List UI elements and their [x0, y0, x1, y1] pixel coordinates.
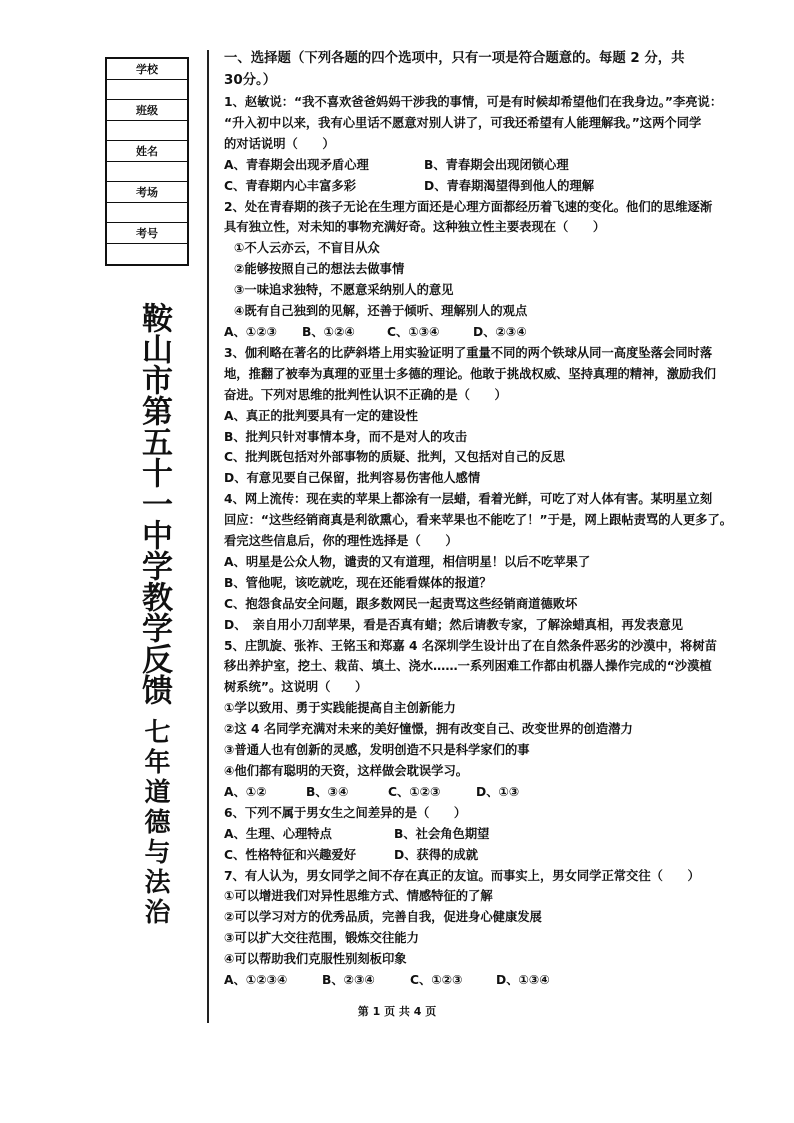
q5-line-2: 移出养护室，挖土、栽苗、填土、浇水……一系列困难工作都由机器人操作完成的“沙漠植	[224, 659, 712, 674]
q7-option-b[interactable]: B、②③④	[322, 973, 375, 988]
class-field[interactable]	[107, 121, 187, 141]
q7-option-a[interactable]: A、①②③④	[224, 973, 288, 988]
q5-statement-2: ②这 4 名同学充满对未来的美好憧憬，拥有改变自己、改变世界的创造潜力	[224, 722, 633, 737]
school-title: 鞍山市第五十一中学教学反馈	[136, 302, 172, 705]
q2-option-b[interactable]: B、①②④	[302, 324, 355, 339]
q5-statement-1: ①学以致用、勇于实践能提高自主创新能力	[224, 701, 456, 716]
exam-number-field[interactable]	[107, 244, 187, 264]
name-field[interactable]	[107, 162, 187, 182]
q6-option-b[interactable]: B、社会角色期望	[394, 826, 490, 841]
q7-statement-3: ③可以扩大交往范围，锻炼交往能力	[224, 931, 419, 946]
q1-option-a[interactable]: A、青春期会出现矛盾心理	[224, 157, 369, 172]
q7-option-c[interactable]: C、①②③	[410, 973, 463, 988]
q3-option-b[interactable]: B、批判只针对事情本身，而不是对人的攻击	[224, 429, 468, 444]
binding-line	[207, 50, 209, 1023]
section-heading-line-1: 一、选择题（下列各题的四个选项中，只有一项是符合题意的。每题 2 分，共	[224, 51, 685, 66]
q3-option-c[interactable]: C、批判既包括对外部事物的质疑、批判，又包括对自己的反思	[224, 450, 566, 465]
q3-option-d[interactable]: D、有意见要自己保留，批判容易伤害他人感情	[224, 471, 481, 486]
q5-line-1: 5、庄凯旋、张祚、王铭玉和郑嘉 4 名深圳学生设计出了在自然条件恶劣的沙漠中，将树苗	[224, 638, 717, 653]
q5-option-d[interactable]: D、①③	[476, 784, 520, 799]
exam-room-label: 考场	[107, 182, 187, 203]
class-label: 班级	[107, 100, 187, 121]
q5-options	[224, 782, 766, 803]
q2-options	[224, 322, 766, 343]
q5-line-3: 树系统”。这说明（ ）	[224, 680, 368, 695]
q1-option-c[interactable]: C、青春期内心丰富多彩	[224, 178, 356, 193]
q6-options-row-2	[224, 845, 766, 866]
q2-option-d[interactable]: D、②③④	[473, 324, 527, 339]
q2-option-c[interactable]: C、①③④	[387, 324, 440, 339]
q2-statement-4: ④既有自己独到的见解，还善于倾听、理解别人的观点	[234, 304, 528, 319]
q1-line-3: 的对话说明（ ）	[224, 136, 335, 151]
subject-title: 七年道德与法治	[140, 718, 170, 928]
q1-options-row-1	[224, 155, 766, 176]
q3-line-3: 奋进。下列对思维的批判性认识不正确的是（ ）	[224, 387, 507, 402]
q6-option-d[interactable]: D、获得的成就	[394, 847, 478, 862]
q3-line-2: 地，推翻了被奉为真理的亚里士多德的理论。他敢于挑战权威、坚持真理的精神，激励我们	[224, 366, 716, 381]
q7-statement-1: ①可以增进我们对异性思维方式、情感特征的了解	[224, 889, 493, 904]
q2-line-1: 2、处在青春期的孩子无论在生理方面还是心理方面都经历着飞速的变化。他们的思维逐渐	[224, 199, 713, 214]
q4-option-a[interactable]: A、明星是公众人物，谴责的又有道理，相信明星！以后不吃苹果了	[224, 554, 591, 569]
name-label: 姓名	[107, 141, 187, 162]
q5-option-b[interactable]: B、③④	[306, 784, 349, 799]
q7-line-1: 7、有人认为，男女同学之间不存在真正的友谊。而事实上，男女同学正常交往（ ）	[224, 868, 700, 883]
school-field[interactable]	[107, 80, 187, 100]
q4-option-b[interactable]: B、管他呢，该吃就吃，现在还能看媒体的报道？	[224, 575, 492, 590]
q4-line-2: 回应：“这些经销商真是利欲熏心，看来苹果也不能吃了！”于是，网上跟帖责骂的人更多了。	[224, 513, 733, 528]
q1-line-1: 1、赵敏说：“我不喜欢爸爸妈妈干涉我的事情，可是有时候却希望他们在我身边。”李亮说：	[224, 95, 723, 109]
q4-option-c[interactable]: C、抱怨食品安全问题，跟多数网民一起责骂这些经销商道德败坏	[224, 596, 578, 611]
q2-line-2: 具有独立性，对未知的事物充满好奇。这种独立性主要表现在（ ）	[224, 220, 606, 235]
q1-line-2: “升入初中以来，我有心里话不愿意对别人讲了，可我还希望有人能理解我。”这两个同学	[224, 115, 702, 130]
q7-options	[224, 970, 766, 991]
exam-content	[224, 48, 766, 991]
q7-option-d[interactable]: D、①③④	[496, 973, 550, 988]
q3-line-1: 3、伽利略在著名的比萨斜塔上用实验证明了重量不同的两个铁球从同一高度坠落会同时落	[224, 345, 713, 360]
q2-statement-3: ③一味追求独特，不愿意采纳别人的意见	[234, 283, 454, 298]
q1-options-row-2	[224, 176, 766, 197]
school-label: 学校	[107, 59, 187, 80]
q6-option-a[interactable]: A、生理、心理特点	[224, 826, 332, 841]
q4-line-1: 4、网上流传：现在卖的苹果上都涂有一层蜡，看着光鲜，可吃了对人体有害。某明星立刻	[224, 492, 713, 507]
q5-statement-4: ④他们都有聪明的天资，这样做会耽误学习。	[224, 764, 469, 778]
section-heading-line-2: 30分。）	[224, 73, 277, 88]
q2-statement-1: ①不人云亦云，不盲目从众	[234, 241, 380, 256]
q3-option-a[interactable]: A、真正的批判要具有一定的建设性	[224, 408, 418, 423]
page-footer: 第 1 页 共 4 页	[357, 1005, 437, 1018]
q6-options-row-1	[224, 824, 766, 845]
q7-statement-4: ④可以帮助我们克服性别刻板印象	[224, 952, 407, 967]
q2-statement-2: ②能够按照自己的想法去做事情	[234, 262, 405, 277]
q4-option-d[interactable]: D、 亲自用小刀刮苹果，看是否真有蜡；然后请教专家，了解涂蜡真相，再发表意见	[224, 617, 684, 632]
q6-line-1: 6、下列不属于男女生之间差异的是（ ）	[224, 805, 467, 820]
q7-statement-2: ②可以学习对方的优秀品质，完善自我，促进身心健康发展	[224, 910, 542, 925]
q2-option-a[interactable]: A、①②③	[224, 324, 278, 339]
q1-option-b[interactable]: B、青春期会出现闭锁心理	[424, 157, 569, 172]
exam-room-field[interactable]	[107, 203, 187, 223]
exam-number-label: 考号	[107, 223, 187, 244]
q4-line-3: 看完这些信息后，你的理性选择是（ ）	[224, 534, 458, 549]
q6-option-c[interactable]: C、性格特征和兴趣爱好	[224, 847, 356, 862]
q1-option-d[interactable]: D、青春期渴望得到他人的理解	[424, 178, 595, 193]
q5-option-c[interactable]: C、①②③	[388, 784, 441, 799]
q5-option-a[interactable]: A、①②	[224, 784, 267, 799]
q5-statement-3: ③普通人也有创新的灵感，发明创造不只是科学家们的事	[224, 743, 530, 758]
student-info-table	[105, 57, 189, 266]
